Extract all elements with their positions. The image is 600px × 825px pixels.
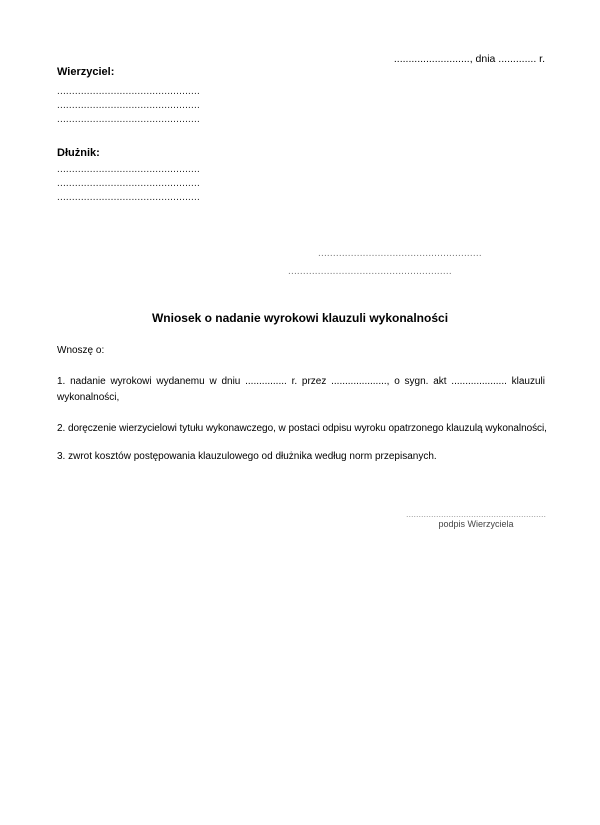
document-title: Wniosek o nadanie wyrokowi klauzuli wykonalności bbox=[151, 311, 449, 325]
court-fill-line-2: ....................................................... bbox=[288, 266, 452, 277]
signature-block bbox=[405, 509, 547, 530]
creditor-label: Wierzyciel: bbox=[57, 66, 115, 78]
petition-item-3: 3. zwrot kosztów postępowania klauzulowego od dłużnika według norm przepisanych. bbox=[57, 451, 437, 462]
intro-text: Wnoszę o: bbox=[57, 345, 105, 356]
creditor-fill-lines bbox=[57, 85, 200, 127]
debtor-fill-line-1: ................................................ bbox=[57, 164, 200, 175]
creditor-fill-line-1: ................................................ bbox=[57, 86, 200, 97]
creditor-fill-line-3: ................................................ bbox=[57, 114, 200, 125]
debtor-fill-lines bbox=[57, 163, 200, 205]
signature-caption: podpis Wierzyciela bbox=[438, 519, 514, 529]
signature-line: ........................................................ bbox=[405, 509, 547, 519]
court-fill-line-1: ....................................................... bbox=[318, 248, 482, 259]
debtor-fill-line-2: ................................................ bbox=[57, 178, 200, 189]
petition-item-2: 2. doręczenie wierzycielowi tytułu wykonawczego, w postaci odpisu wyroku opatrzonego klauzulą wykonalności, bbox=[57, 423, 547, 434]
debtor-fill-line-3: ................................................ bbox=[57, 192, 200, 203]
creditor-fill-line-2: ................................................ bbox=[57, 100, 200, 111]
petition-item-1: 1. nadanie wyrokowi wydanemu w dniu ............... r. przez ...................., o sygn. akt .................... klauzuli wykonalności, bbox=[57, 376, 545, 403]
debtor-label: Dłużnik: bbox=[57, 147, 100, 159]
date-line: .........................., dnia ............. r. bbox=[393, 53, 545, 65]
